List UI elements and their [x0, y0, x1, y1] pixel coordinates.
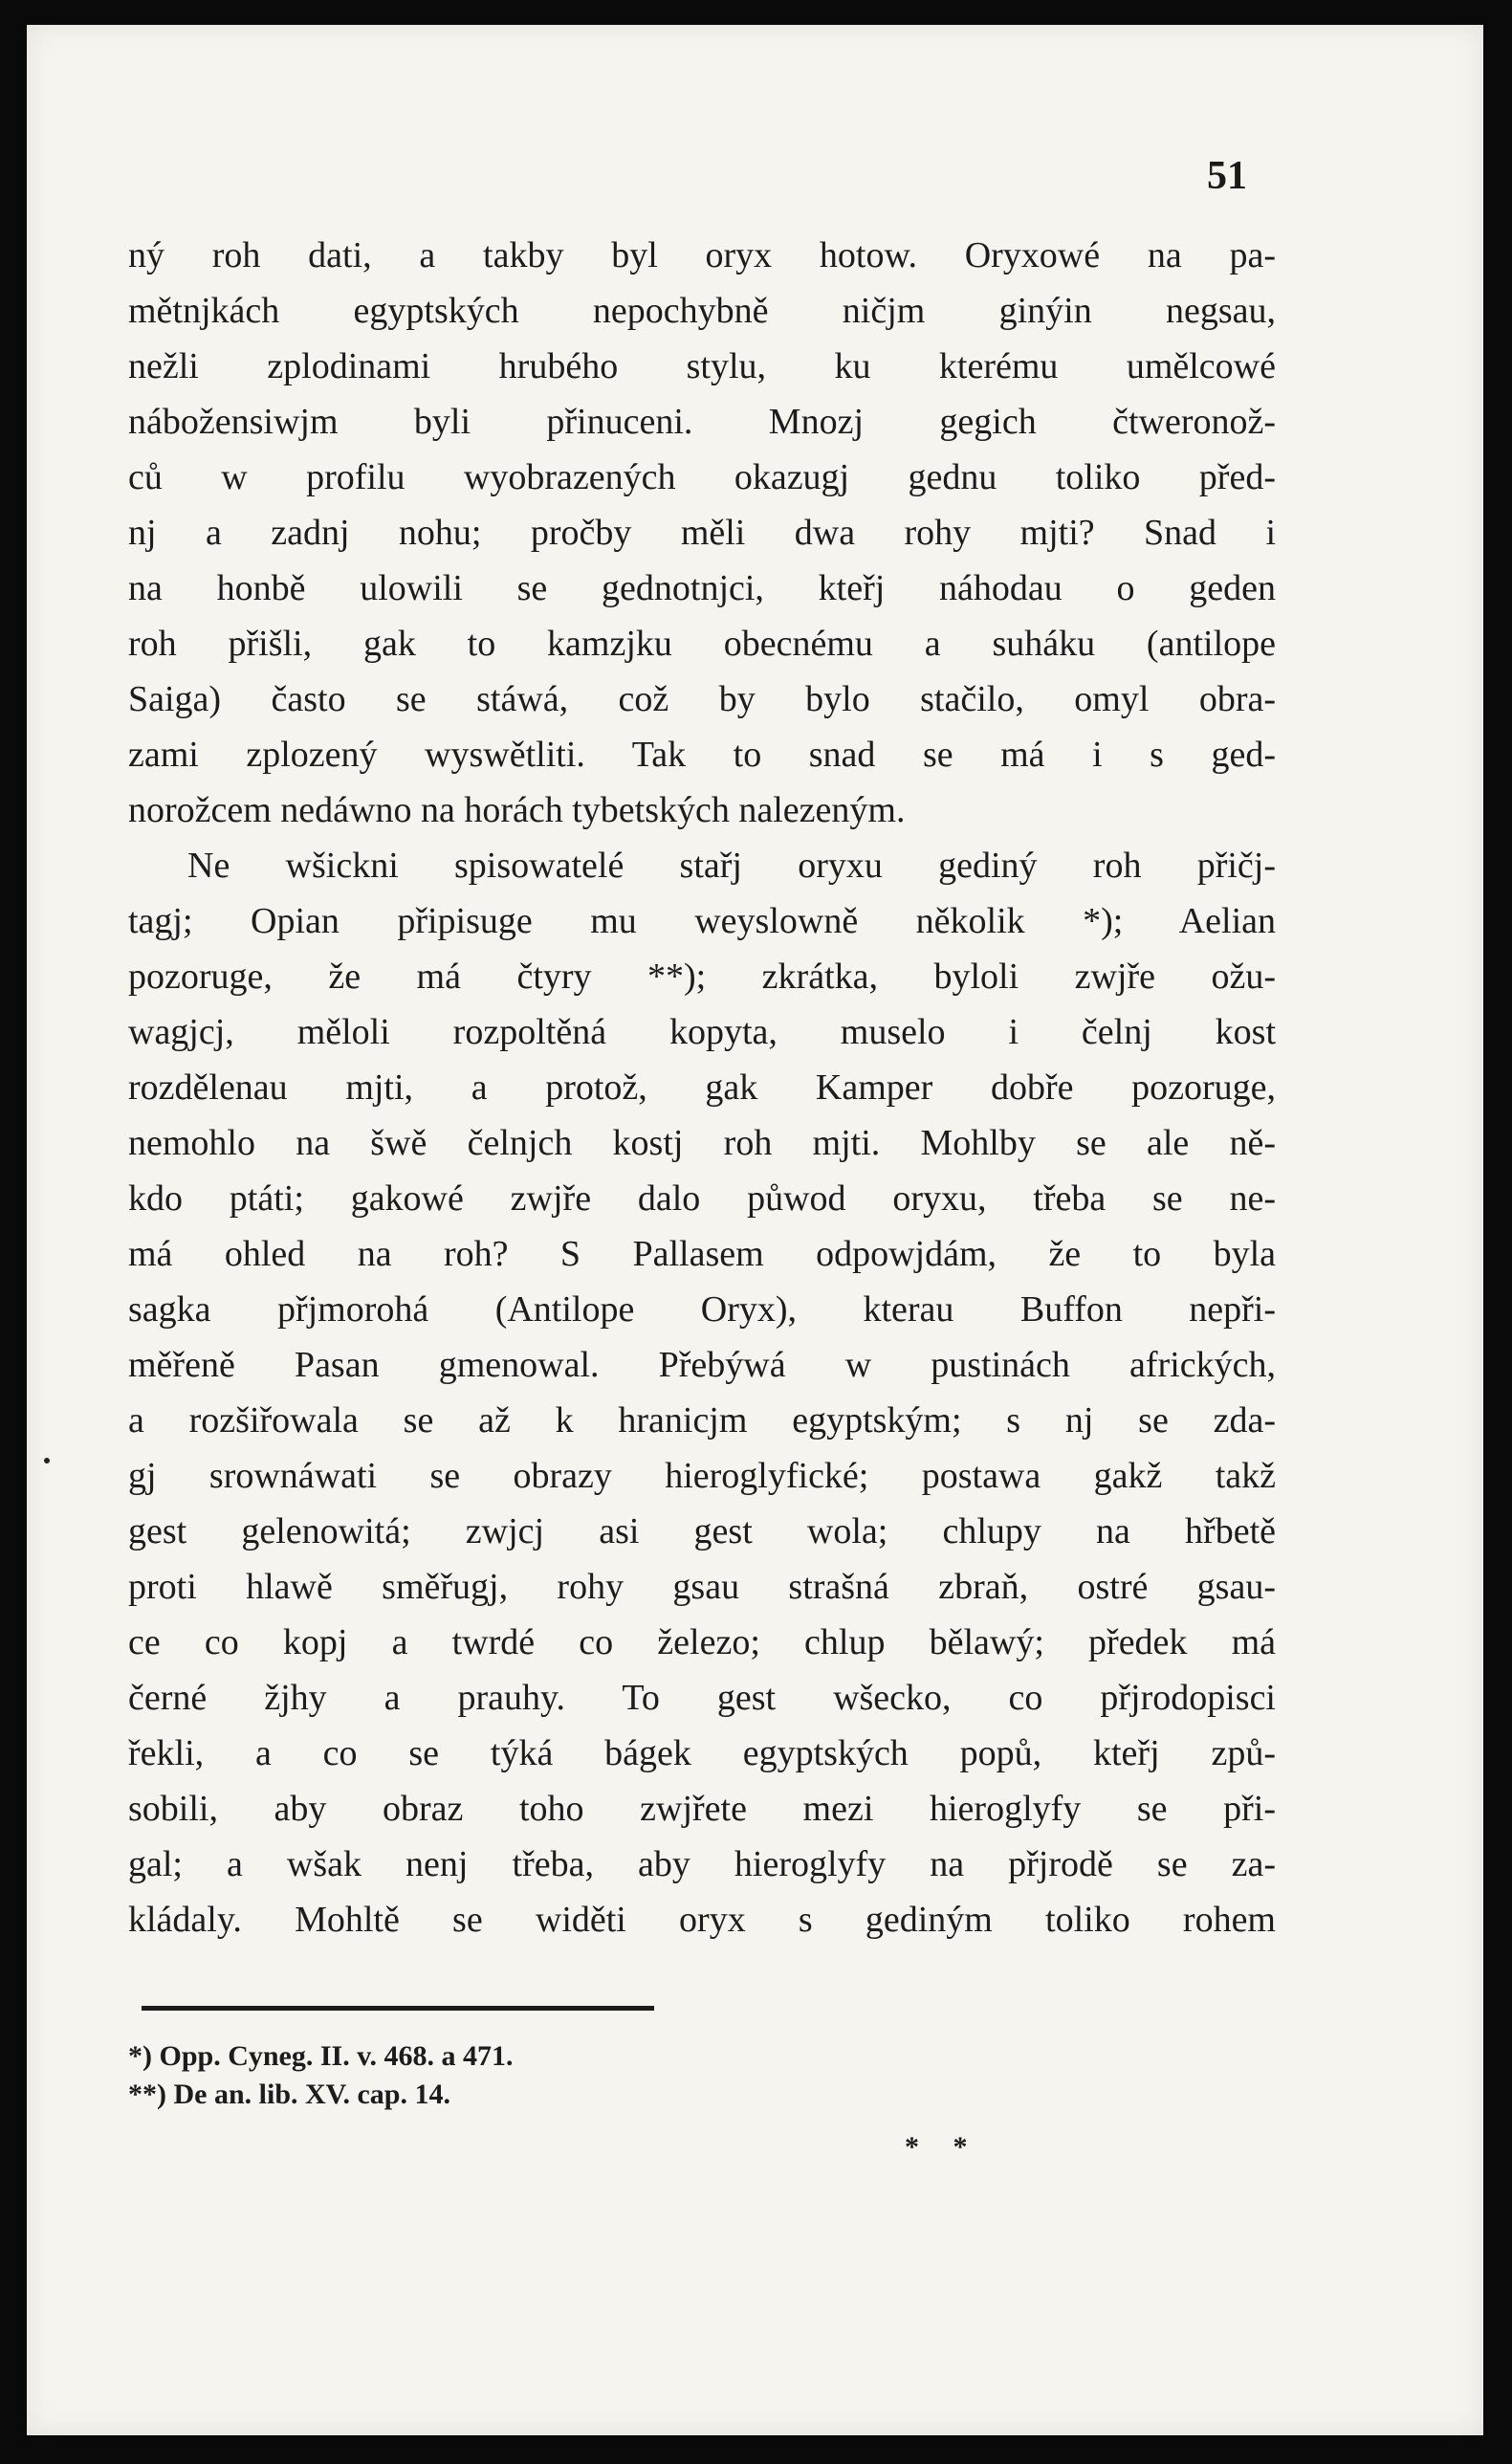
text-line: kládaly. Mohltě se widěti oryx s gediným toliko rohem — [128, 1900, 1276, 1940]
text-line: kdo ptáti; gakowé zwjře dalo půwod oryxu, třeba se ne- — [128, 1178, 1276, 1219]
text-line: gal; a wšak nenj třeba, aby hieroglyfy na přjrodě se za- — [128, 1844, 1276, 1884]
text-line: gj srownáwati se obrazy hieroglyfické; postawa gakž takž — [128, 1456, 1276, 1496]
text-line: na honbě ulowili se gednotnjci, kteřj náhodau o geden — [128, 568, 1276, 608]
text-line: tagj; Opian připisuge mu weyslowně několik *); Aelian — [128, 901, 1276, 941]
text-line: roh přišli, gak to kamzjku obecnému a suháku (antilope — [128, 624, 1276, 664]
signature-mark: * * — [905, 2131, 981, 2163]
text-line: ců w profilu wyobrazených okazugj gednu toliko před- — [128, 457, 1276, 497]
text-line: Ne wšickni spisowatelé stařj oryxu gediný roh přičj- — [187, 846, 1276, 886]
text-line: ný roh dati, a takby byl oryx hotow. Oryxowé na pa- — [128, 235, 1276, 275]
text-line: sagka přjmorohá (Antilope Oryx), kterau Buffon nepři- — [128, 1289, 1276, 1330]
text-line: černé žjhy a prauhy. To gest wšecko, co přjrodopisci — [128, 1678, 1276, 1718]
body-text — [128, 228, 1276, 1947]
footnote-rule — [142, 2006, 654, 2011]
text-line: má ohled na roh? S Pallasem odpowjdám, že to byla — [128, 1234, 1276, 1274]
text-line: norožcem nedáwno na horách tybetských nalezeným. — [128, 790, 906, 830]
text-line: nežli zplodinami hrubého stylu, ku kterému umělcowé — [128, 346, 1276, 386]
footnotes — [128, 2037, 798, 2114]
text-line: sobili, aby obraz toho zwjřete mezi hieroglyfy se při- — [128, 1789, 1276, 1829]
text-line: měřeně Pasan gmenowal. Přebýwá w pustinách afrických, — [128, 1345, 1276, 1385]
text-line: nj a zadnj nohu; pročby měli dwa rohy mjti? Snad i — [128, 513, 1276, 553]
text-line: a rozšiřowala se až k hranicjm egyptským; s nj se zda- — [128, 1400, 1276, 1441]
text-line: zami zplozený wyswětliti. Tak to snad se má i s ged- — [128, 735, 1276, 775]
footnote: **) De an. lib. XV. cap. 14. — [128, 2079, 450, 2110]
text-line: rozdělenau mjti, a protož, gak Kamper dobře pozoruge, — [128, 1067, 1276, 1108]
text-line: nemohlo na šwě čelnjch kostj roh mjti. Mohlby se ale ně- — [128, 1123, 1276, 1163]
text-line: gest gelenowitá; zwjcj asi gest wola; chlupy na hřbetě — [128, 1511, 1276, 1551]
text-line: řekli, a co se týká bágek egyptských popů, kteřj způ- — [128, 1733, 1276, 1773]
text-line: proti hlawě směřugj, rohy gsau strašná zbraň, ostré gsau- — [128, 1567, 1276, 1607]
page-number: 51 — [1207, 154, 1247, 198]
footnote: *) Opp. Cyneg. II. v. 468. a 471. — [128, 2040, 514, 2072]
text-line: nábožensiwjm byli přinuceni. Mnozj gegich čtweronož- — [128, 402, 1276, 442]
edge-mark — [44, 1458, 50, 1463]
text-line: wagjcj, měloli rozpoltěná kopyta, muselo i čelnj kost — [128, 1012, 1276, 1052]
text-line: ce co kopj a twrdé co železo; chlup bělawý; předek má — [128, 1622, 1276, 1662]
text-line: mětnjkách egyptských nepochybně ničjm ginýin negsau, — [128, 291, 1276, 331]
text-line: Saiga) často se stáwá, což by bylo stačilo, omyl obra- — [128, 679, 1276, 719]
text-line: pozoruge, že má čtyry **); zkrátka, byloli zwjře ožu- — [128, 957, 1276, 997]
